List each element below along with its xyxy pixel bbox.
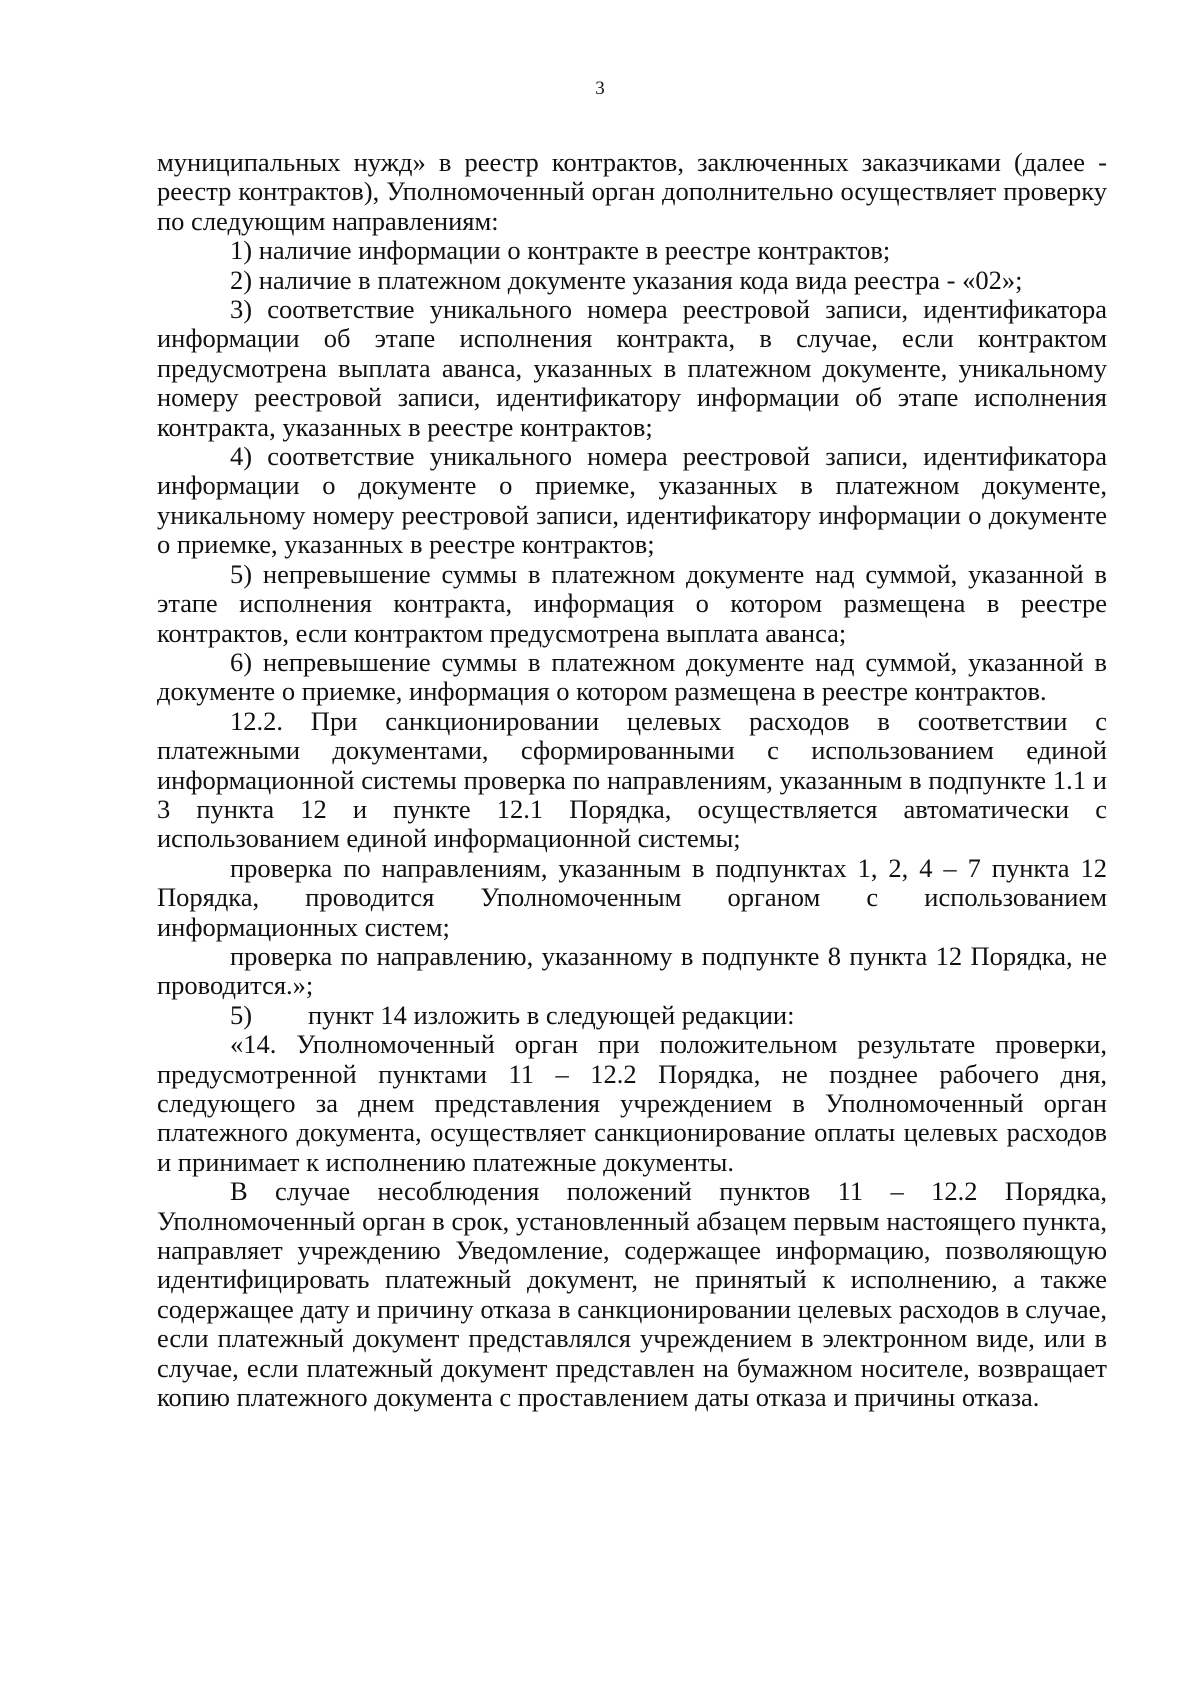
amendment-item-number: 5) xyxy=(230,999,253,1030)
list-item-5: 5) непревышение суммы в платежном документе над суммой, указанной в этапе исполнения контракта, информация о котором размещена в реестре контрактов, если контрактом предусмотрена выплата аванса; xyxy=(157,558,1107,648)
list-item-1: 1) наличие информации о контракте в реестре контрактов; xyxy=(230,235,891,266)
paragraph-14: «14. Уполномоченный орган при положительном результате проверки, предусмотренной пунктами 11 – 12.2 Порядка, не позднее рабочего дня, следующего за днем представления учреждением в Уполномоченный орган платежного документа, осуществляет санкционирование оплаты целевых расходов и принимает к исполнению платежные документы. xyxy=(157,1029,1107,1177)
paragraph-12-2: 12.2. При санкционировании целевых расходов в соответствии с платежными документами, сформированными с использованием единой информационной системы проверка по направлениям, указанным в подпункте 1.1 и 3 пункта 12 и пункте 12.1 Порядка, осуществляется автоматически с использованием единой информационной системы; xyxy=(157,705,1107,854)
paragraph-check-2: проверка по направлению, указанному в подпункте 8 пункта 12 Порядка, не проводится.»; xyxy=(157,940,1107,1001)
paragraph-refusal: В случае несоблюдения положений пунктов 11 – 12.2 Порядка, Уполномоченный орган в срок, установленный абзацем первым настоящего пункта, направляет учреждению Уведомление, содержащее информацию, позволяющую идентифицировать платежный документ, не принятый к исполнению, а также содержащее дату и причину отказа в санкционировании целевых расходов в случае, если платежный документ представлялся учреждением в электронном виде, или в случае, если платежный документ представлен на бумажном носителе, возвращает копию платежного документа с проставлением даты отказа и причины отказа. xyxy=(157,1176,1107,1413)
paragraph-check-1: проверка по направлениям, указанным в подпунктах 1, 2, 4 – 7 пункта 12 Порядка, проводится Уполномоченным органом с использованием информационных систем; xyxy=(157,852,1107,942)
document-body xyxy=(157,148,1107,1412)
amendment-item-text: пункт 14 изложить в следующей редакции: xyxy=(308,999,795,1030)
list-item-6: 6) непревышение суммы в платежном документе над суммой, указанной в документе о приемке, информация о котором размещена в реестре контрактов. xyxy=(157,646,1107,707)
list-item-3: 3) соответствие уникального номера реестровой записи, идентификатора информации об этапе исполнения контракта, в случае, если контрактом предусмотрена выплата аванса, указанных в платежном документе, уникальному номеру реестровой записи, идентификатору информации об этапе исполнения контракта, указанных в реестре контрактов; xyxy=(157,294,1107,442)
page-number: 3 xyxy=(595,78,605,99)
list-item-2: 2) наличие в платежном документе указания кода вида реестра - «02»; xyxy=(230,264,1023,295)
paragraph-continuation: муниципальных нужд» в реестр контрактов, заключенных заказчиками (далее - реестр контрактов), Уполномоченный орган дополнительно осуществляет проверку по следующим направлениям: xyxy=(157,147,1107,236)
amendment-item-5 xyxy=(157,1001,1107,1030)
list-item-4: 4) соответствие уникального номера реестровой записи, идентификатора информации о документе о приемке, указанных в платежном документе, уникальному номеру реестровой записи, идентификатору информации о документе о приемке, указанных в реестре контрактов; xyxy=(157,441,1107,560)
